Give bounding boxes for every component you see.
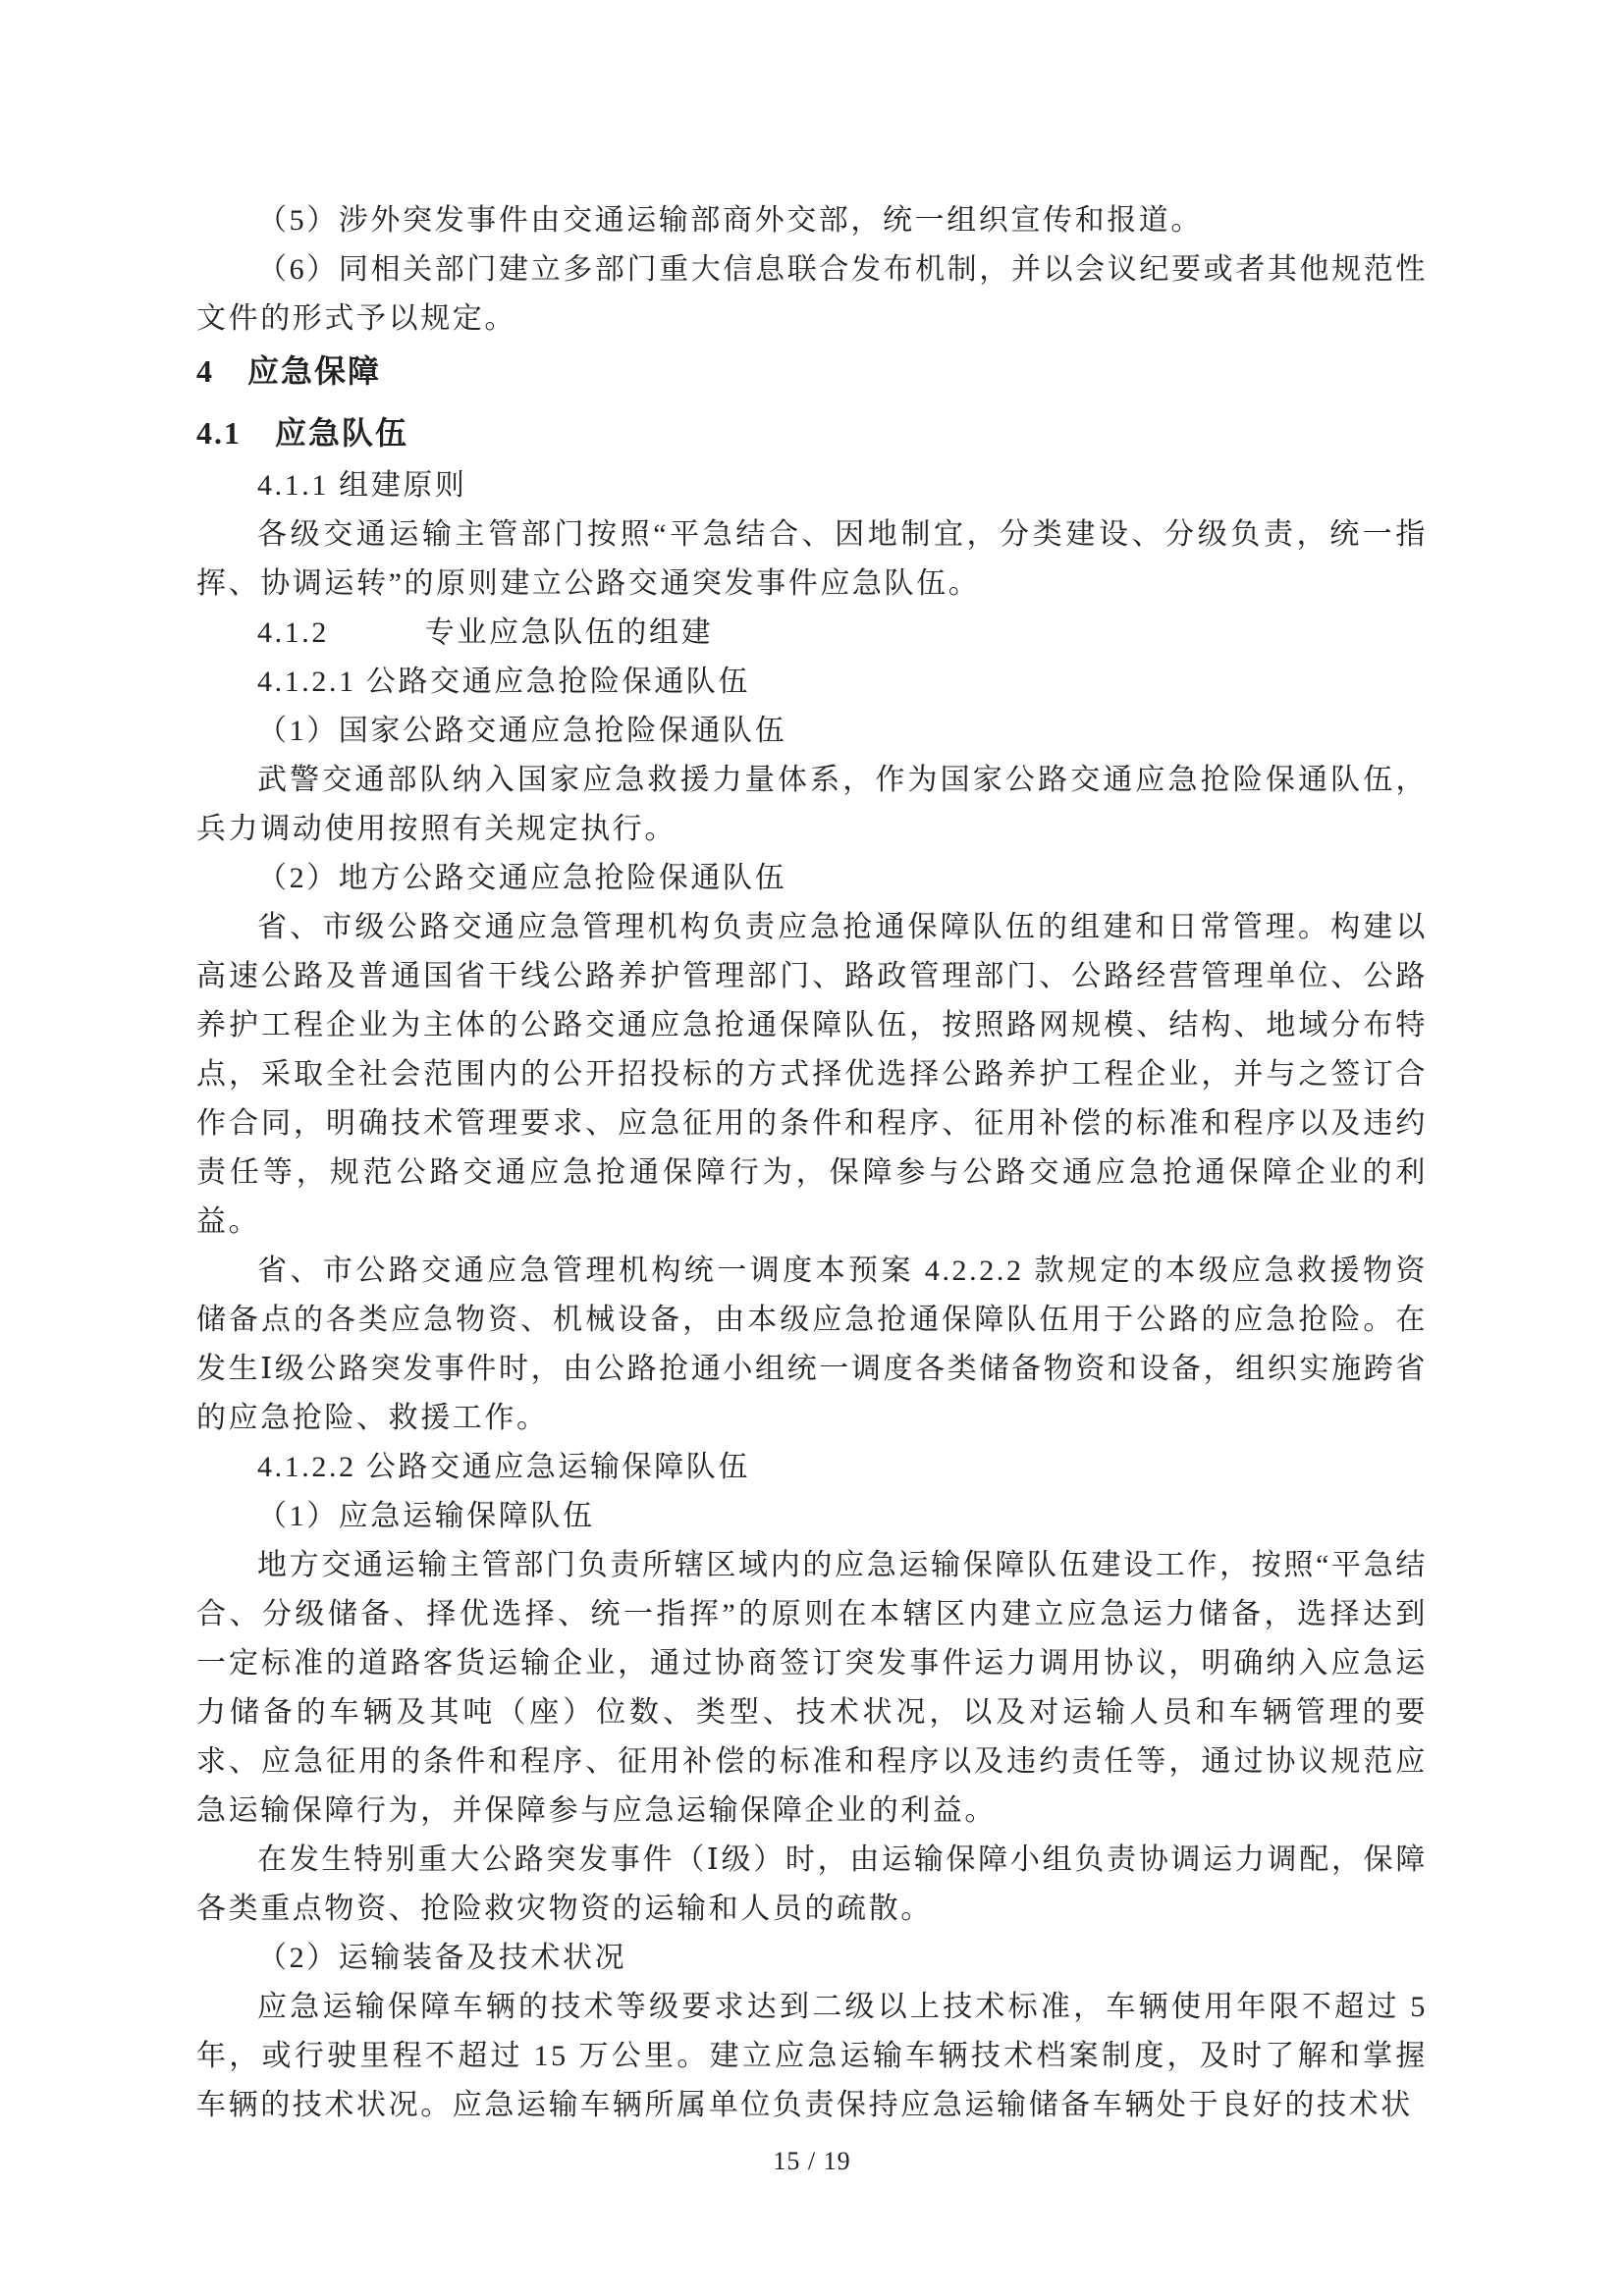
list-item: （1）应急运输保障队伍 bbox=[257, 1500, 595, 1532]
clause-heading: 4.1.2 专业应急队伍的组建 bbox=[257, 616, 714, 649]
paragraph: 武警交通部队纳入国家应急救援力量体系，作为国家公路交通应急抢险保通队伍，兵力调动使用按照有关规定执行。 bbox=[196, 764, 1428, 845]
paragraph: 应急运输保障车辆的技术等级要求达到二级以上技术标准，车辆使用年限不超过 5 年，或行驶里程不超过 15 万公里。建立应急运输车辆技术档案制度，及时了解和掌握车辆的技术状况。应急运输车辆所属单位负责保持应急运输储备车辆处于良好的技术状 bbox=[196, 1991, 1428, 2121]
paragraph: （5）涉外突发事件由交通运输部商外交部，统一组织宣传和报道。 bbox=[257, 204, 1203, 237]
paragraph: 地方交通运输主管部门负责所辖区域内的应急运输保障队伍建设工作，按照“平急结合、分级储备、择优选择、统一指挥”的原则在本辖区内建立应急运力储备，选择达到一定标准的道路客货运输企业，通过协商签订突发事件运力调用协议，明确纳入应急运力储备的车辆及其吨（座）位数、类型、技术状况，以及对运输人员和车辆管理的要求、应急征用的条件和程序、征用补偿的标准和程序以及违约责任等，通过协议规范应急运输保障行为，并保障参与应急运输保障企业的利益。 bbox=[196, 1549, 1428, 1827]
paragraph: 在发生特别重大公路突发事件（Ⅰ级）时，由运输保障小组负责协调运力调配，保障各类重点物资、抢险救灾物资的运输和人员的疏散。 bbox=[196, 1843, 1428, 1925]
clause-heading: 4.1.2.2 公路交通应急运输保障队伍 bbox=[257, 1451, 750, 1483]
list-item: （2）地方公路交通应急抢险保通队伍 bbox=[257, 862, 787, 894]
paragraph: 省、市级公路交通应急管理机构负责应急抢通保障队伍的组建和日常管理。构建以高速公路及普通国省干线公路养护管理部门、路政管理部门、公路经营管理单位、公路养护工程企业为主体的公路交通应急抢通保障队伍，按照路网规模、结构、地域分布特点，采取全社会范围内的公开招投标的方式择优选择公路养护工程企业，并与之签订合作合同，明确技术管理要求、应急征用的条件和程序、征用补偿的标准和程序以及违约责任等，规范公路交通应急抢通保障行为，保障参与公路交通应急抢通保障企业的利益。 bbox=[196, 911, 1428, 1238]
clause-heading: 4.1.1 组建原则 bbox=[257, 469, 467, 502]
subsection-heading: 4.1 应急队伍 bbox=[196, 415, 409, 451]
document-page bbox=[196, 196, 1428, 2130]
section-heading: 4 应急保障 bbox=[196, 353, 382, 389]
page-number: 15 / 19 bbox=[773, 2147, 851, 2175]
clause-heading: 4.1.2.1 公路交通应急抢险保通队伍 bbox=[257, 666, 750, 698]
paragraph: 各级交通运输主管部门按照“平急结合、因地制宜，分类建设、分级负责，统一指挥、协调运转”的原则建立公路交通突发事件应急队伍。 bbox=[196, 518, 1428, 600]
paragraph: 省、市公路交通应急管理机构统一调度本预案 4.2.2.2 款规定的本级应急救援物资储备点的各类应急物资、机械设备，由本级应急抢通保障队伍用于公路的应急抢险。在发生Ⅰ级公路突发事件时，由公路抢通小组统一调度各类储备物资和设备，组织实施跨省的应急抢险、救援工作。 bbox=[196, 1255, 1428, 1434]
paragraph: （6）同相关部门建立多部门重大信息联合发布机制，并以会议纪要或者其他规范性文件的形式予以规定。 bbox=[196, 253, 1428, 335]
list-item: （2）运输装备及技术状况 bbox=[257, 1942, 627, 1974]
list-item: （1）国家公路交通应急抢险保通队伍 bbox=[257, 715, 787, 747]
